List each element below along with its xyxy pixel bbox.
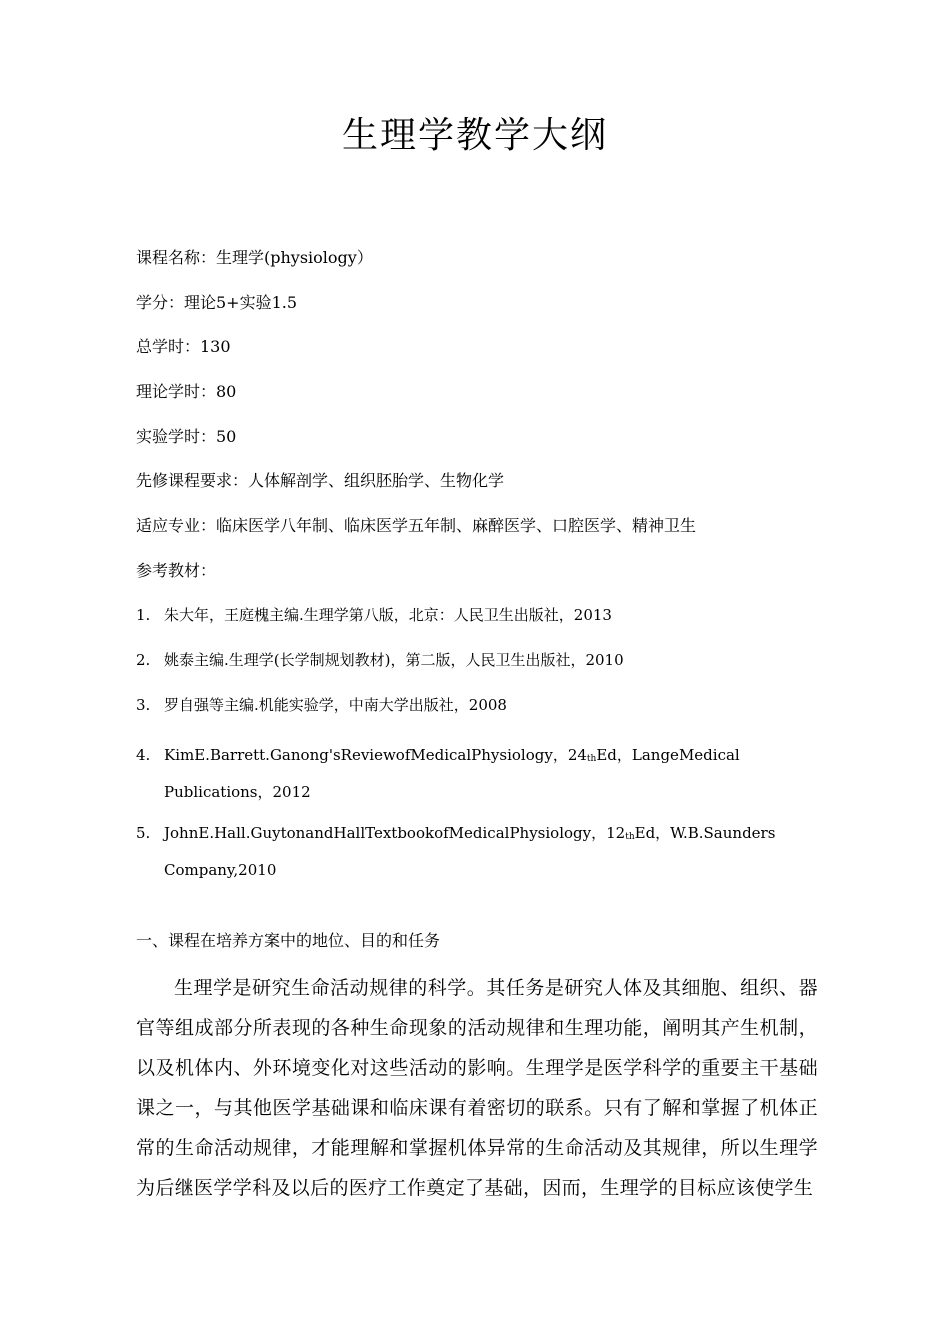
textbooks-label: 参考教材：: [136, 561, 217, 580]
applicable-majors: 适应专业：临床医学八年制、临床医学五年制、麻醉医学、口腔医学、精神卫生: [136, 516, 697, 535]
document-title: 生理学教学大纲: [341, 115, 608, 156]
reference-continuation: Publications，2012: [164, 783, 311, 801]
reference-text-end: Ed，LangeMedical: [596, 746, 740, 764]
superscript-th: th: [586, 754, 597, 764]
reference-number: 1.: [136, 606, 151, 624]
reference-text: 罗自强等主编.机能实验学，中南大学出版社，2008: [164, 696, 507, 714]
lab-hours: 实验学时：50: [136, 427, 237, 446]
reference-item: [136, 649, 624, 671]
reference-number: 4.: [136, 746, 151, 764]
reference-text-start: KimE.Barrett.Ganong'sReviewofMedicalPhysiology，24: [164, 746, 587, 764]
reference-number: 5.: [136, 824, 151, 842]
reference-number: 2.: [136, 651, 151, 669]
reference-text: 朱大年，王庭槐主编.生理学第八版，北京：人民卫生出版社，2013: [164, 606, 612, 624]
reference-text-end: Ed，W.B.Saunders: [634, 824, 776, 842]
reference-item: [136, 744, 740, 803]
course-credits: 学分：理论5+实验1.5: [136, 293, 298, 312]
superscript-th: th: [625, 832, 635, 842]
reference-item: [136, 604, 612, 626]
course-name: 课程名称：生理学(physiology）: [136, 248, 373, 267]
reference-text-start: JohnE.Hall.GuytonandHallTextbookofMedicalPhysiology，12: [164, 824, 626, 842]
reference-item: [136, 694, 507, 716]
theory-hours: 理论学时：80: [136, 382, 237, 401]
reference-continuation: Company,2010: [164, 861, 277, 879]
reference-text: 姚泰主编.生理学(长学制规划教材)，第二版，人民卫生出版社，2010: [164, 651, 624, 669]
body-paragraph: 生理学是研究生命活动规律的科学。其任务是研究人体及其细胞、组织、器官等组成部分所表现的各种生命现象的活动规律和生理功能，阐明其产生机制，以及机体内、外环境变化对这些活动的影响。生理学是医学科学的重要主干基础课之一，与其他医学基础课和临床课有着密切的联系。只有了解和掌握了机体正常的生命活动规律，才能理解和掌握机体异常的生命活动及其规律，所以生理学为后继医学学科及以后的医疗工作奠定了基础，因而，生理学的目标应该使学生: [136, 977, 818, 1199]
reference-item: [136, 822, 775, 881]
section-heading: 一、课程在培养方案中的地位、目的和任务: [136, 931, 441, 950]
reference-number: 3.: [136, 696, 151, 714]
total-hours: 总学时：130: [136, 337, 231, 356]
prerequisites: 先修课程要求：人体解剖学、组织胚胎学、生物化学: [136, 471, 505, 490]
